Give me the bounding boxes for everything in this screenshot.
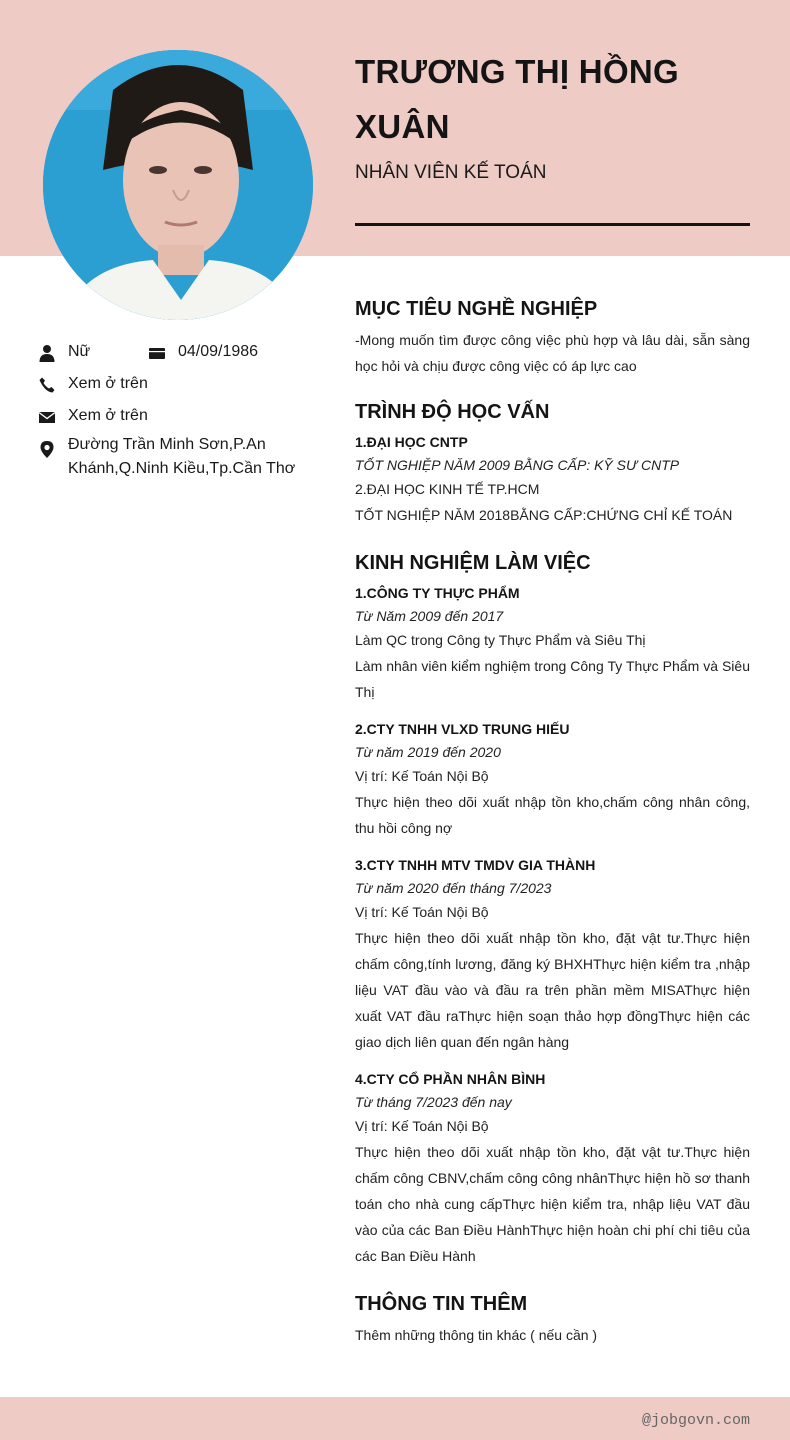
education-school-2: 2.ĐẠI HỌC KINH TẾ TP.HCM <box>355 481 540 497</box>
education-heading: TRÌNH ĐỘ HỌC VẤN <box>355 401 550 423</box>
phone-value: Xem ở trên <box>68 375 148 392</box>
work-period: Từ tháng 7/2023 đến nay <box>355 1094 512 1110</box>
work-position: Vị trí: Kế Toán Nội Bộ <box>355 1118 489 1134</box>
company-name: 1.CÔNG TY THỰC PHẨM <box>355 585 520 601</box>
work-period: Từ năm 2020 đến tháng 7/2023 <box>355 880 552 896</box>
contact-section <box>38 341 308 481</box>
profile-header <box>355 44 750 184</box>
experience-heading: KINH NGHIỆM LÀM VIỆC <box>355 552 591 574</box>
work-description: Thực hiện theo dõi xuất nhập tồn kho, đặt vật tư.Thực hiện chấm công,tính lương, đăng ký BHXHThực hiện kiểm tra ,nhập liệu VAT đầu vào và đầu ra trên phần mềm MISAThực hiện xuất VAT đầu raThực hiện soạn thảo hợp đồngThực hiện các giao dịch liên quan đến ngân hàng <box>355 930 750 1050</box>
birthday-value: 04/09/1986 <box>178 343 259 360</box>
experience-item <box>355 1067 750 1269</box>
person-icon <box>38 344 56 362</box>
education-school-1: 1.ĐẠI HỌC CNTP <box>355 434 468 450</box>
work-description: Thực hiện theo dõi xuất nhập tồn kho, đặt vật tư.Thực hiện chấm công CBNV,chấm công công nhânThực hiện hồ sơ thanh toán cho nhà cung cấpThực hiện kiểm tra, nhập liệu VAT đầu vào của các Ban Điều HànhThực hiện hoàn chi phí chi tiêu của các Ban Điều Hành <box>355 1144 750 1264</box>
extra-info-heading: THÔNG TIN THÊM <box>355 1293 528 1315</box>
address-value: Đường Trần Minh Sơn,P.An Khánh,Q.Ninh Kiều,Tp.Cần Thơ <box>68 436 296 477</box>
education-detail-1: TỐT NGHIỆP NĂM 2009 BẰNG CẤP: KỸ SƯ CNTP <box>355 457 680 473</box>
experience-item <box>355 581 750 705</box>
education-section <box>355 401 750 528</box>
contact-row-address <box>38 437 308 481</box>
work-description: Thực hiện theo dõi xuất nhập tồn kho,chấm công nhân công, thu hồi công nợ <box>355 794 750 836</box>
candidate-name: TRƯƠNG THỊ HỒNG XUÂN <box>355 53 680 145</box>
objective-section <box>355 298 750 379</box>
work-line: Làm QC trong Công ty Thực Phẩm và Siêu Thị <box>355 632 646 648</box>
extra-info-section <box>355 1293 750 1348</box>
phone-icon <box>38 376 56 394</box>
work-period: Từ năm 2019 đến 2020 <box>355 744 501 760</box>
objective-text: -Mong muốn tìm được công việc phù hợp và lâu dài, sẵn sàng học hỏi và chịu được công việc có áp lực cao <box>355 332 750 374</box>
experience-item <box>355 853 750 1055</box>
work-position: Vị trí: Kế Toán Nội Bộ <box>355 904 489 920</box>
education-detail-2: TỐT NGHIỆP NĂM 2018BẰNG CẤP:CHỨNG CHỈ KẾ TOÁN <box>355 507 733 523</box>
location-pin-icon <box>38 440 56 458</box>
contact-row-phone <box>38 373 308 405</box>
company-name: 4.CTY CỔ PHẦN NHÂN BÌNH <box>355 1071 546 1087</box>
footer-brand: @jobgovn.com <box>641 1412 750 1429</box>
work-position: Vị trí: Kế Toán Nội Bộ <box>355 768 489 784</box>
email-value: Xem ở trên <box>68 407 148 424</box>
profile-photo <box>43 50 313 320</box>
work-period: Từ Năm 2009 đến 2017 <box>355 608 504 624</box>
contact-row-personal <box>38 341 308 373</box>
mail-icon <box>38 408 56 426</box>
header-divider <box>355 223 750 226</box>
work-description: Làm nhân viên kiểm nghiệm trong Công Ty Thực Phẩm và Siêu Thị <box>355 658 750 700</box>
job-title: NHÂN VIÊN KẾ TOÁN <box>355 162 547 183</box>
extra-info-text: Thêm những thông tin khác ( nếu cần ) <box>355 1327 598 1343</box>
objective-heading: MỤC TIÊU NGHỀ NGHIỆP <box>355 298 598 320</box>
experience-section <box>355 552 750 1269</box>
experience-item <box>355 717 750 841</box>
main-column <box>355 298 750 1370</box>
calendar-icon <box>148 344 166 362</box>
company-name: 2.CTY TNHH VLXD TRUNG HIẾU <box>355 721 570 737</box>
gender-value: Nữ <box>68 343 91 360</box>
company-name: 3.CTY TNHH MTV TMDV GIA THÀNH <box>355 857 596 873</box>
